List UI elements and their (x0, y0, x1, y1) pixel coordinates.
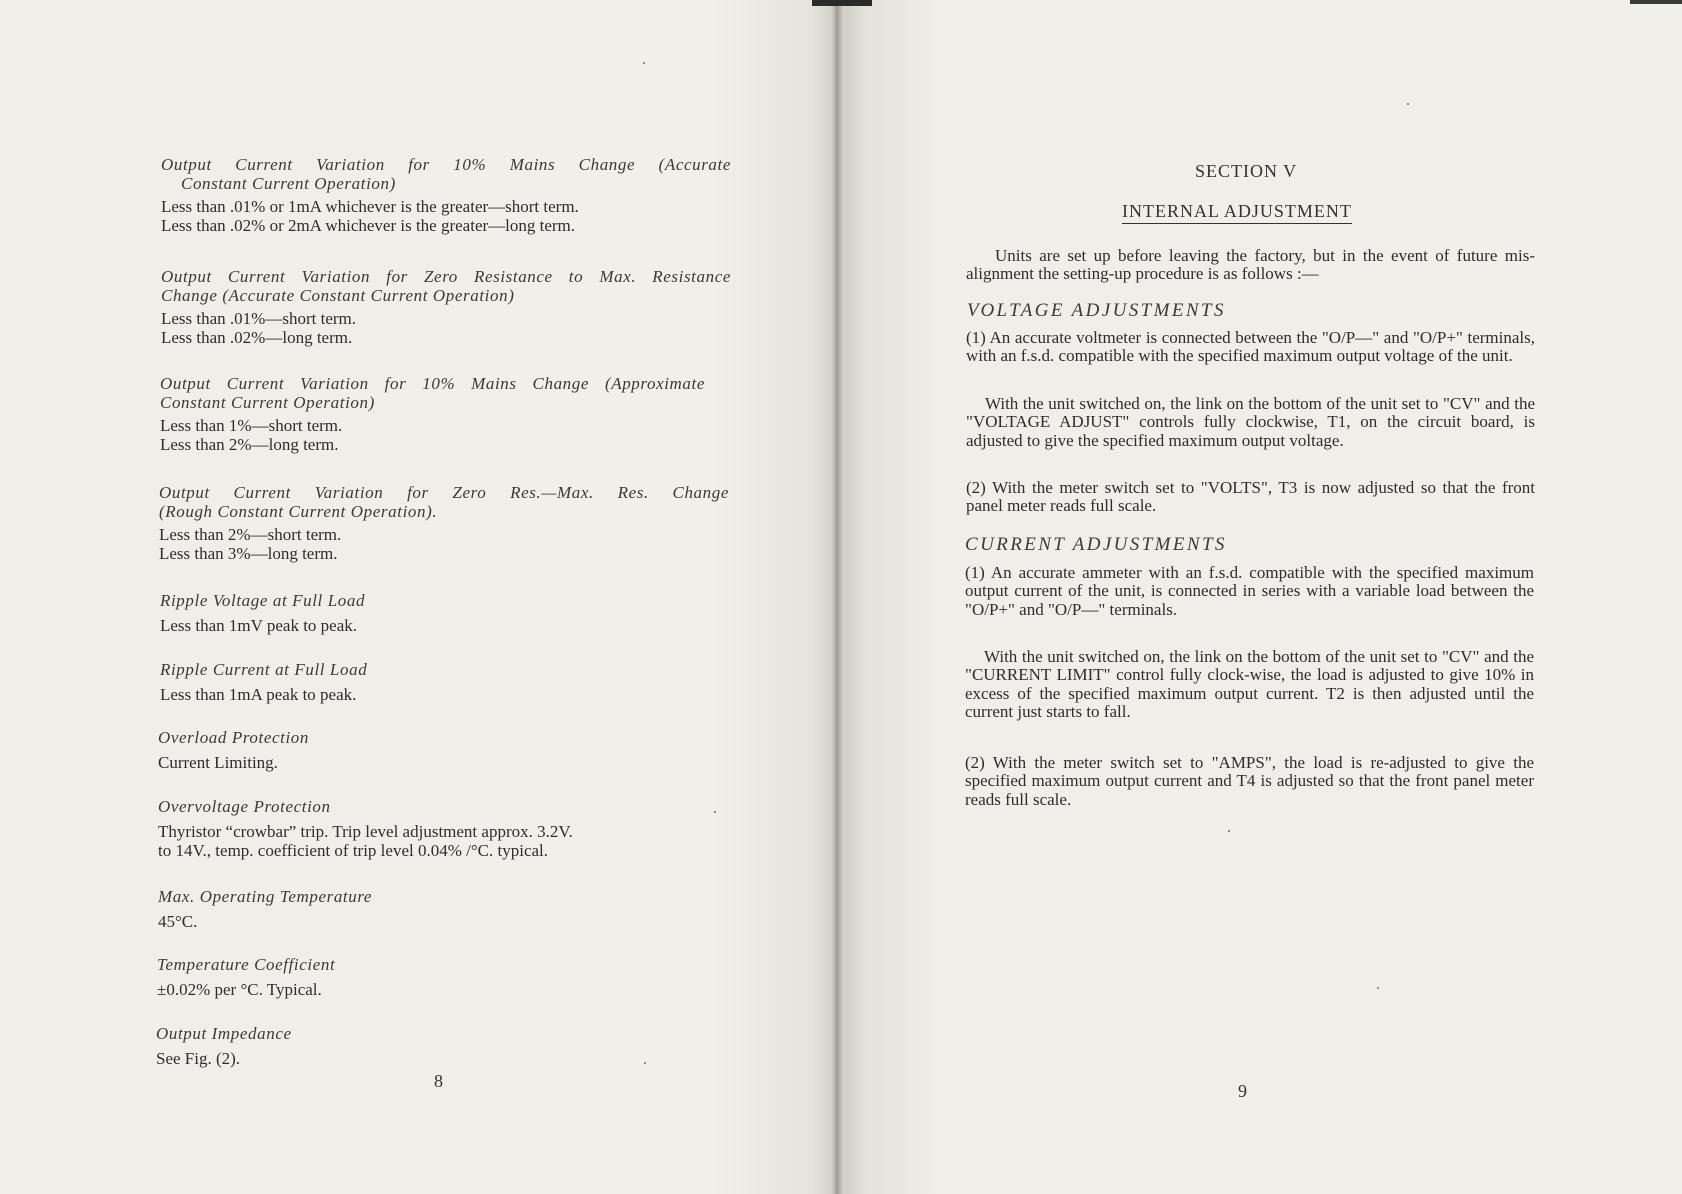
spec-values (160, 416, 705, 454)
spec-values (161, 197, 731, 235)
current-step-1-detail: With the unit switched on, the link on the bottom of the unit set to "CV" and the "CURRENT LIMIT" control fully clock-wise, the load is adjusted to give 10% in excess of the specified maximum output current. T2 is then adjusted until the current just starts to fall. (965, 647, 1534, 722)
spec-heading (160, 374, 705, 412)
spec-heading: Overvoltage Protection (158, 797, 331, 816)
spec-value-line: Current Limiting. (158, 753, 278, 772)
spec-values (156, 1049, 726, 1068)
section-label: SECTION V (1195, 161, 1298, 181)
spec-value-line: ±0.02% per °C. Typical. (157, 980, 322, 999)
spec-value-line: Less than 2%—short term. (159, 525, 342, 544)
spec-heading-line: Output Current Variation for Zero Res.—Max. Res. Change (159, 483, 729, 502)
spec-heading: Max. Operating Temperature (158, 887, 373, 906)
voltage-step-1-detail: With the unit switched on, the link on the bottom of the unit set to "CV" and the "VOLTAGE ADJUST" controls fully clockwise, T1, on the circuit board, is adjusted to give the specified maximum output voltage. (966, 394, 1535, 450)
spec-heading: Temperature Coefficient (157, 955, 336, 974)
spec-heading-line: Output Current Variation for Zero Resistance to Max. Resistance (161, 267, 731, 286)
spec-block (160, 591, 730, 635)
spec-heading: Ripple Current at Full Load (160, 660, 368, 679)
spec-value-line: Less than 1%—short term. (160, 416, 343, 435)
spec-value-line: Thyristor “crowbar” trip. Trip level adjustment approx. 3.2V. (158, 822, 573, 841)
spec-heading: Overload Protection (158, 728, 309, 747)
paper-speck (714, 811, 716, 813)
spec-value-line: Less than 1mV peak to peak. (160, 616, 358, 635)
book-gutter (831, 0, 845, 1194)
spec-block (160, 660, 730, 704)
spec-heading: Ripple Voltage at Full Load (160, 591, 366, 610)
spec-block (158, 797, 733, 860)
spec-values (159, 525, 729, 563)
spec-values (160, 685, 730, 704)
spec-heading-line: Output Current Variation for 10% Mains Change (Approximate (160, 374, 705, 393)
spec-heading-line: Output Current Variation for 10% Mains Change (Accurate (161, 155, 731, 174)
paper-speck (643, 62, 645, 64)
paper-speck (1377, 987, 1379, 989)
spec-heading-line: Change (Accurate Constant Current Operation) (161, 286, 515, 305)
spec-value-line: Less than 1mA peak to peak. (160, 685, 357, 704)
spec-value-line: Less than .02%—long term. (161, 328, 353, 347)
spec-block (160, 374, 705, 454)
spec-heading (161, 267, 731, 305)
spec-value-line: Less than .01% or 1mA whichever is the greater—short term. (161, 197, 579, 216)
spec-value-line: See Fig. (2). (156, 1049, 241, 1068)
voltage-step-2: (2) With the meter switch set to "VOLTS", T3 is now adjusted so that the front panel meter reads full scale. (966, 478, 1535, 516)
spec-values (158, 912, 728, 931)
paper-speck (644, 1062, 646, 1064)
spec-block (158, 728, 728, 772)
paper-speck (1228, 830, 1230, 832)
spec-values (158, 753, 728, 772)
spec-value-line: Less than .02% or 2mA whichever is the greater—long term. (161, 216, 576, 235)
spec-block (161, 155, 731, 235)
intro-paragraph: Units are set up before leaving the factory, but in the event of future mis-alignment the setting-up procedure is as follows :— (966, 246, 1535, 284)
voltage-adjustments-heading: VOLTAGE ADJUSTMENTS (967, 300, 1226, 321)
current-step-1: (1) An accurate ammeter with an f.s.d. compatible with the specified maximum output current of the unit, is connected in series with a variable load between the "O/P+" and "O/P—" terminals. (965, 563, 1534, 619)
current-adjustments-heading: CURRENT ADJUSTMENTS (965, 534, 1227, 555)
spec-value-line: to 14V., temp. coefficient of trip level 0.04% /°C. typical. (158, 841, 549, 860)
spec-value-line: Less than 3%—long term. (159, 544, 338, 563)
spec-heading-line: Constant Current Operation) (181, 174, 396, 193)
spec-heading-line: (Rough Constant Current Operation). (159, 502, 438, 521)
voltage-step-1: (1) An accurate voltmeter is connected between the "O/P—" and "O/P+" terminals, with an f.s.d. compatible with the specified maximum output voltage of the unit. (966, 328, 1535, 366)
spec-heading (161, 155, 731, 193)
spec-heading: Output Impedance (156, 1024, 292, 1043)
binding-edge-mark (1630, 0, 1682, 4)
spec-value-line: Less than .01%—short term. (161, 309, 356, 328)
spec-values (157, 980, 727, 999)
spec-block (159, 483, 729, 563)
binding-edge-mark (812, 0, 872, 6)
current-step-2: (2) With the meter switch set to "AMPS", the load is re-adjusted to give the specified maximum output current and T4 is adjusted so that the front panel meter reads full scale. (965, 753, 1534, 809)
spec-values (161, 309, 731, 347)
spec-value-line: Less than 2%—long term. (160, 435, 339, 454)
spec-heading-line: Constant Current Operation) (160, 393, 375, 412)
paper-speck (1407, 103, 1409, 105)
section-title: INTERNAL ADJUSTMENT (1122, 201, 1352, 224)
spec-value-line: 45°C. (158, 912, 198, 931)
spec-block (157, 955, 727, 999)
spec-values (158, 822, 733, 860)
spec-values (160, 616, 730, 635)
spec-block (161, 267, 731, 347)
page-number-left: 8 (434, 1071, 443, 1091)
spec-block (156, 1024, 726, 1068)
page-number-right: 9 (1238, 1081, 1247, 1101)
spec-heading (159, 483, 729, 521)
spec-block (158, 887, 728, 931)
